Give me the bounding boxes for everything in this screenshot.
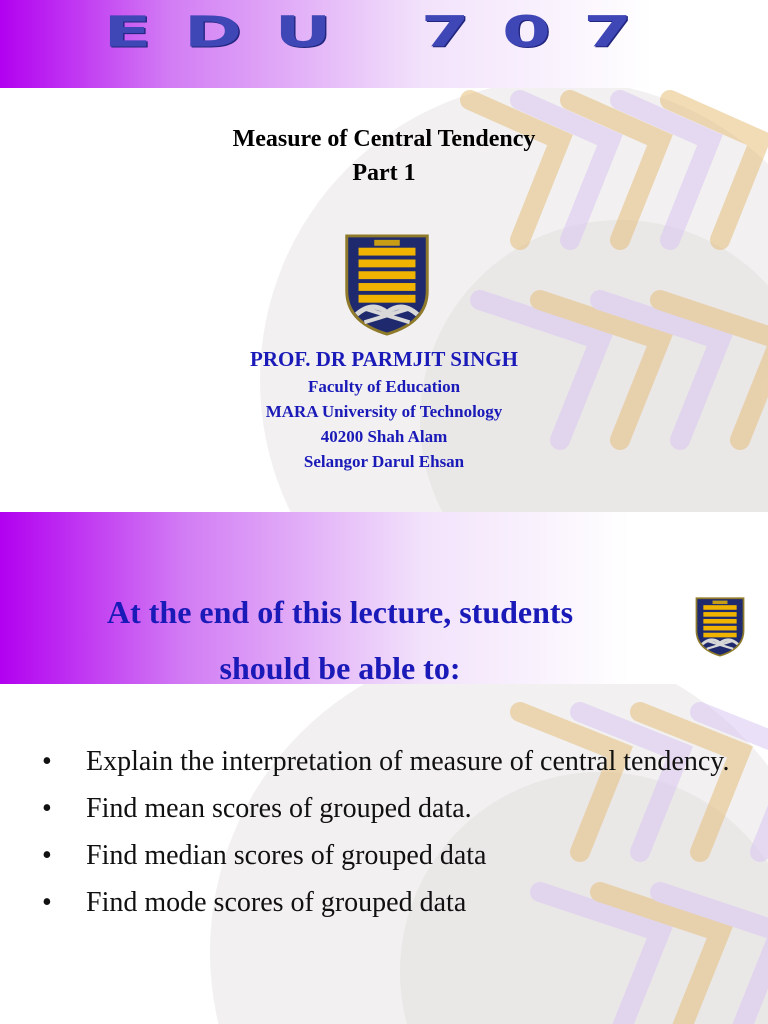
objectives-heading-line2: should be able to:: [219, 650, 461, 686]
course-code: EDU 707: [103, 8, 665, 58]
bullet: •: [42, 793, 52, 824]
objective-text: Explain the interpretation of measure of central tendency.: [86, 746, 730, 777]
list-item: [36, 738, 756, 785]
lecture-title: [0, 122, 768, 190]
lecture-title-line1: Measure of Central Tendency: [232, 126, 536, 152]
objective-text: Find median scores of grouped data: [86, 840, 487, 871]
affiliation-postcode: 40200 Shah Alam: [320, 427, 448, 446]
list-item: [36, 879, 756, 926]
objectives-heading: [40, 584, 640, 696]
objectives-heading-line1: At the end of this lecture, students: [106, 594, 574, 630]
list-item: [36, 785, 756, 832]
bullet: •: [42, 887, 52, 918]
objective-text: Find mean scores of grouped data.: [86, 793, 472, 824]
lecture-title-line2: Part 1: [352, 160, 416, 186]
list-item: [36, 832, 756, 879]
objectives-slide: [0, 512, 768, 1024]
bullet: •: [42, 840, 52, 871]
author-name: PROF. DR PARMJIT SINGH: [250, 347, 518, 371]
bullet: •: [42, 746, 52, 777]
affiliation-state: Selangor Darul Ehsan: [303, 452, 465, 471]
objective-text: Find mode scores of grouped data: [86, 887, 467, 918]
objectives-list: [36, 738, 756, 926]
affiliation-university: MARA University of Technology: [265, 402, 503, 421]
affiliation-faculty: Faculty of Education: [307, 377, 461, 396]
university-crest-icon: [694, 596, 746, 658]
university-crest-icon: [342, 232, 432, 338]
author-block: [0, 344, 768, 474]
